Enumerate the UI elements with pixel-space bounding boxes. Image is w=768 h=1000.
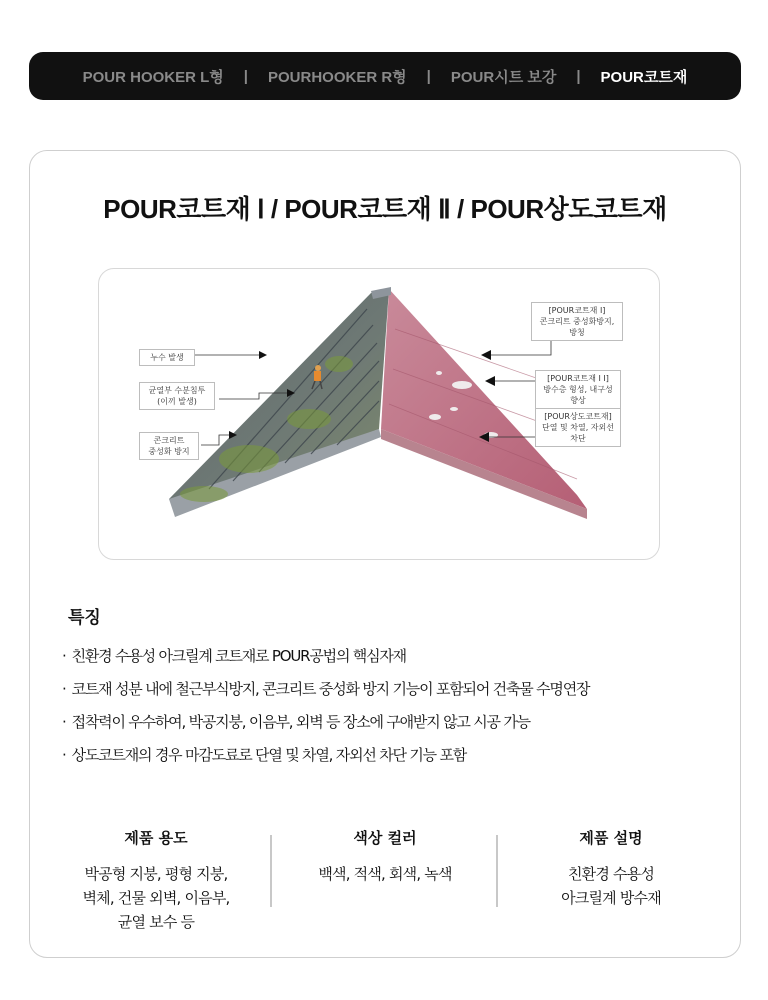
spec-body: 친환경 수용성 아크릴계 방수재 <box>561 865 661 907</box>
bullet: · <box>62 746 66 764</box>
tab-separator: | <box>243 67 248 85</box>
callout-leak: 누수 발생 <box>139 349 195 366</box>
tab-separator: | <box>576 67 581 85</box>
spec-body: 백색, 적색, 회색, 녹색 <box>318 865 452 883</box>
bullet: · <box>62 680 66 698</box>
spec-usage <box>41 827 271 934</box>
tab-pour-sheet[interactable]: POUR시트 보강 <box>450 68 557 86</box>
spec-colors <box>270 827 500 886</box>
spec-body: 박공형 지붕, 평형 지붕, 벽체, 건물 외벽, 이음부, 균열 보수 등 <box>82 865 230 931</box>
product-tab-bar <box>29 52 741 100</box>
callout-moisture: 균열부 수분침투 (이끼 발생) <box>139 382 215 410</box>
callout-neutralization: 콘크리트 중성화 방지 <box>139 432 199 460</box>
feature-item: · 친환경 수용성 아크릴계 코트재로 POUR공법의 핵심자재 <box>62 647 406 665</box>
tab-pour-hooker-r[interactable]: POURHOOKER R형 <box>268 68 407 86</box>
roof-diagram <box>98 268 660 560</box>
product-card <box>29 150 741 958</box>
tab-pour-coat[interactable]: POUR코트재 <box>600 68 688 86</box>
callout-coat-1: [POUR코트재 Ⅰ] 콘크리트 중성화방지, 방청 <box>531 302 623 341</box>
feature-item: · 접착력이 우수하여, 박공지붕, 이음부, 외벽 등 장소에 구애받지 않고 시공 가능 <box>62 713 530 731</box>
bullet: · <box>62 713 66 731</box>
bullet: · <box>62 647 66 665</box>
callout-coat-2: [POUR코트재 Ⅰ Ⅰ] 방수층 형성, 내구성 향상 <box>535 370 621 409</box>
features-title: 특징 <box>68 608 101 628</box>
tab-separator: | <box>426 67 431 85</box>
feature-item: · 상도코트재의 경우 마감도료로 단열 및 차열, 자외선 차단 기능 포함 <box>62 746 467 764</box>
spec-heading: 색상 컬러 <box>353 829 417 847</box>
callout-top-coat: [POUR상도코트재] 단열 및 차열, 자외선 차단 <box>535 408 621 447</box>
spec-description <box>496 827 726 910</box>
spec-heading: 제품 설명 <box>579 829 643 847</box>
tab-pour-hooker-l[interactable]: POUR HOOKER L형 <box>82 68 224 86</box>
spec-heading: 제품 용도 <box>124 829 188 847</box>
feature-item: · 코트재 성분 내에 철근부식방지, 콘크리트 중성화 방지 기능이 포함되어 건축물 수명연장 <box>62 680 590 698</box>
page-title: POUR코트재 Ⅰ / POUR코트재 Ⅱ / POUR상도코트재 <box>103 194 667 224</box>
